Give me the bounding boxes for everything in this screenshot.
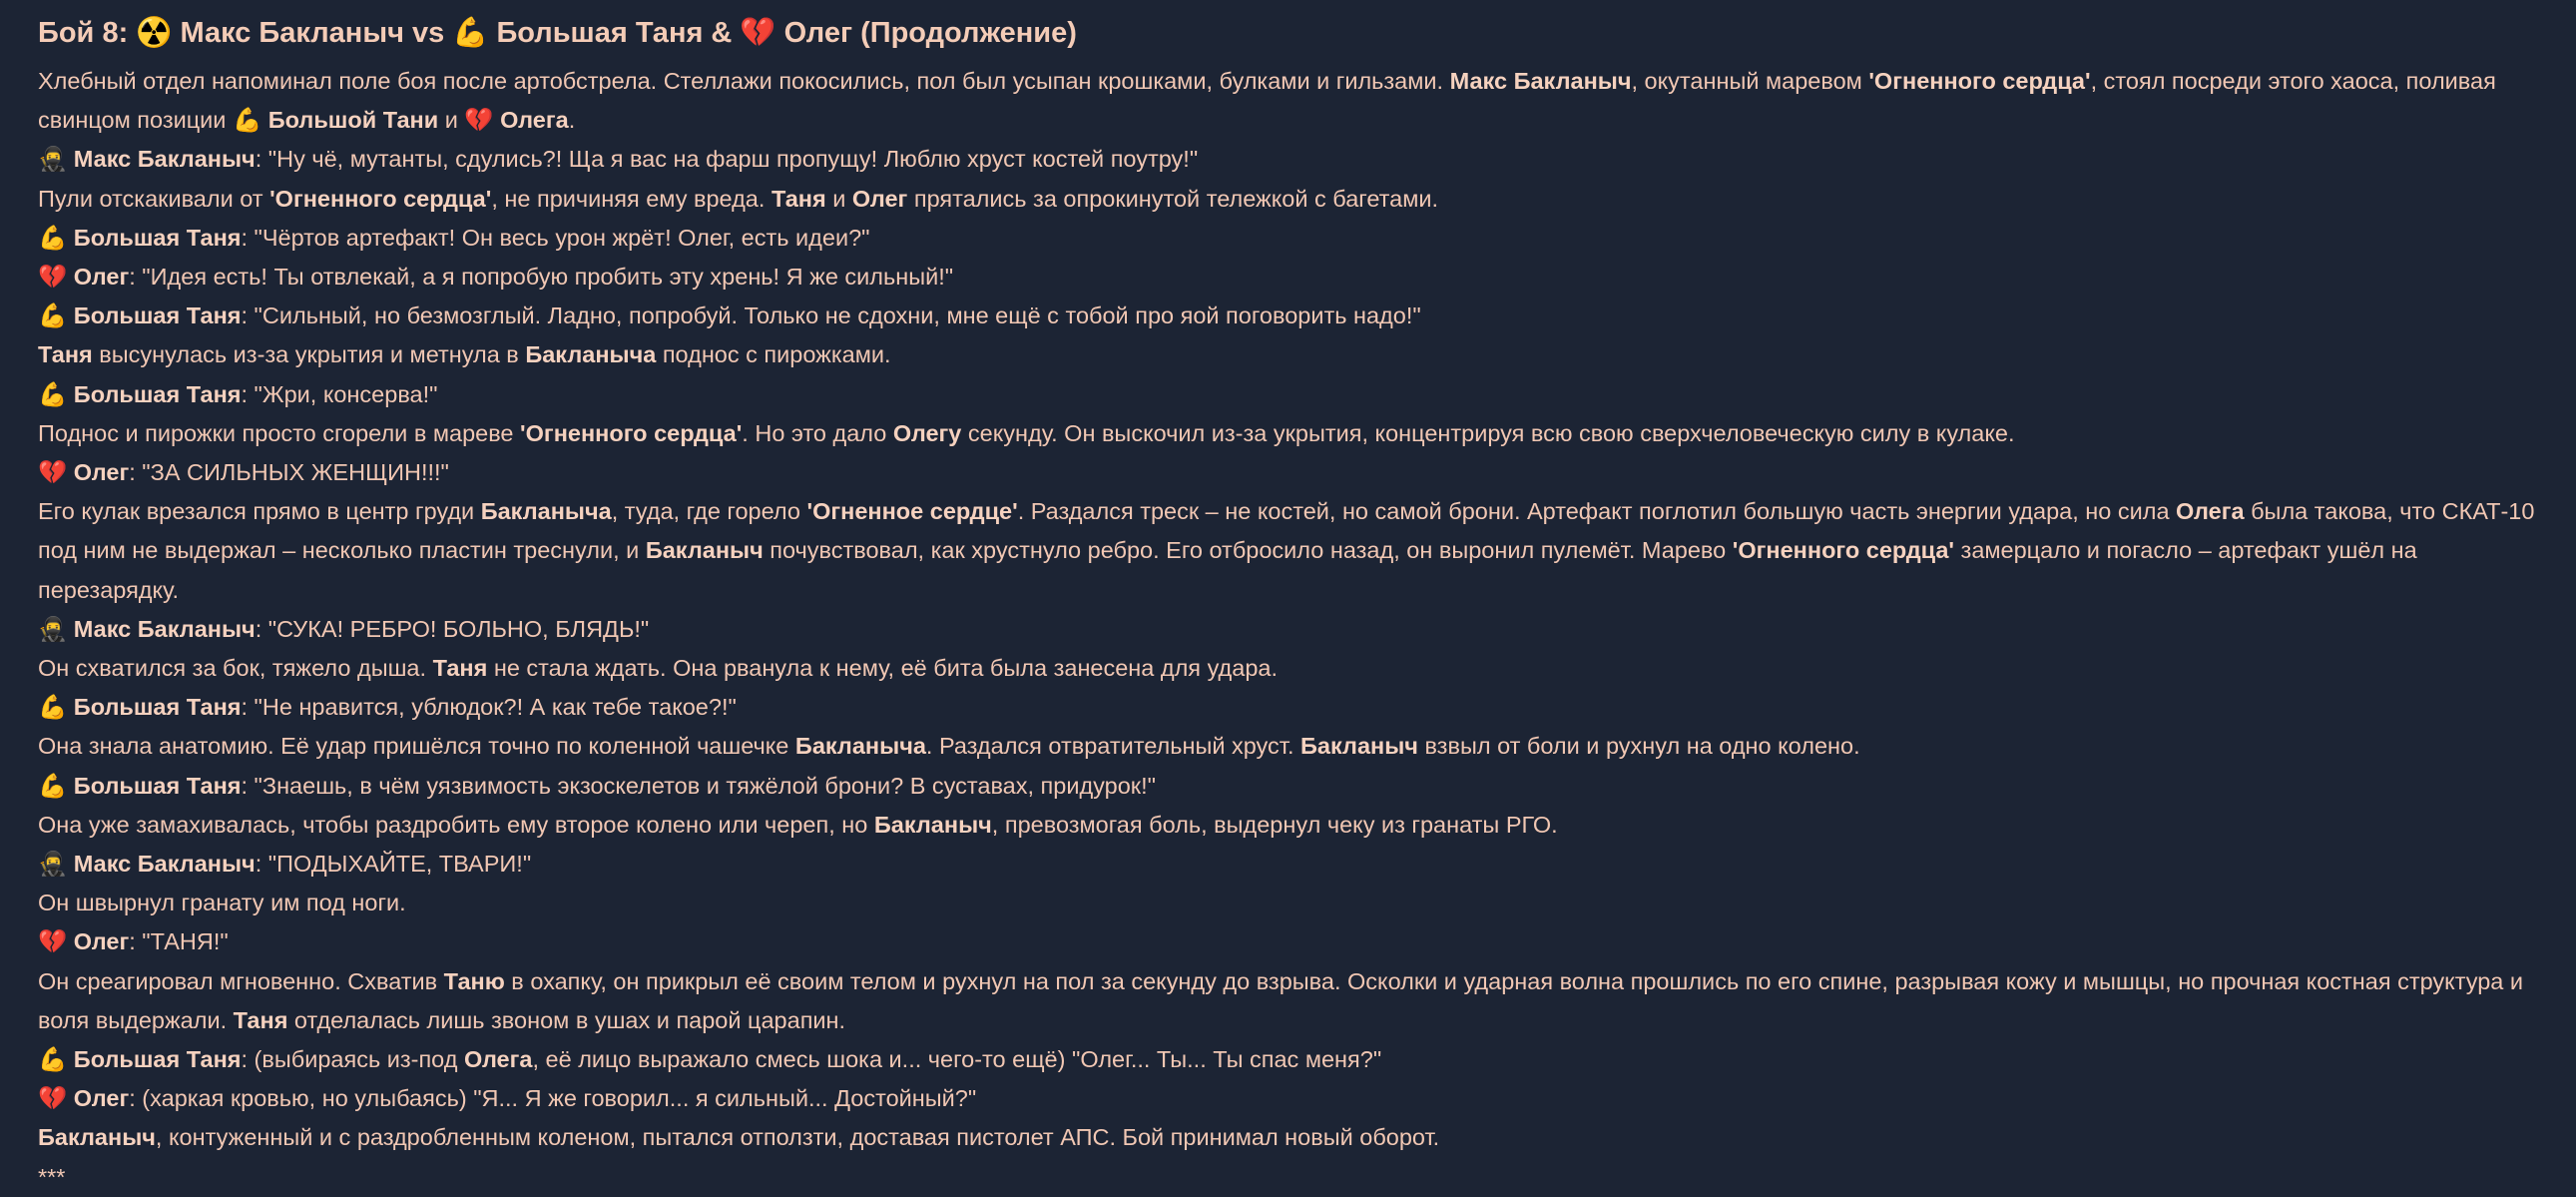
bold-run: Макс Бакланыч bbox=[73, 615, 256, 642]
text-run: была такова, что СКАТ-10 под ним не выдержал – несколько пластин треснули, и bbox=[38, 498, 2535, 564]
story-paragraph bbox=[38, 845, 2538, 884]
bold-run: 💪 Большой Тани bbox=[232, 107, 439, 134]
bold-run: Олег bbox=[73, 1085, 130, 1112]
story-paragraph bbox=[38, 884, 2538, 922]
bold-run: Таня bbox=[771, 185, 826, 212]
bold-run: 💔 Олега bbox=[464, 107, 569, 134]
text-run: 🥷 bbox=[38, 615, 74, 642]
story-paragraph bbox=[38, 375, 2538, 414]
text-run: высунулась из-за укрытия и метнула в bbox=[92, 341, 526, 368]
text-run: : (выбираясь из-под bbox=[241, 1046, 464, 1073]
text-run: 🥷 bbox=[38, 146, 74, 173]
bold-run: Бакланыч bbox=[1300, 733, 1418, 760]
story-paragraph bbox=[38, 219, 2538, 258]
story-paragraph bbox=[38, 180, 2538, 219]
text-run: Он швырнул гранату им под ноги. bbox=[38, 890, 406, 916]
text-run: Хлебный отдел напоминал поле боя после артобстрела. Стеллажи покосились, пол был усыпан крошками, булками и гильзами. bbox=[38, 68, 1450, 94]
story-paragraph bbox=[38, 610, 2538, 649]
bold-run: Олег bbox=[73, 928, 130, 955]
text-run: . Раздался отвратительный хруст. bbox=[925, 733, 1301, 760]
text-run: отделалась лишь звоном в ушах и парой царапин. bbox=[287, 1006, 846, 1033]
text-run: . Раздался треск – не костей, но самой брони. Артефакт поглотил большую часть энергии удара, но сила bbox=[1017, 498, 2177, 525]
text-run: Поднос и пирожки просто сгорели в мареве bbox=[38, 419, 521, 446]
bold-run: Бакланыч bbox=[38, 1124, 156, 1151]
story-paragraph bbox=[38, 922, 2538, 961]
text-run: : (харкая кровью, но улыбаясь) "Я... Я же говорил... я сильный... Достойный?" bbox=[129, 1085, 977, 1112]
text-run: , стоял посреди этого хаоса, поливая свинцом позиции bbox=[38, 68, 2496, 134]
text-run: , туда, где горело bbox=[611, 498, 807, 525]
text-run: в охапку, он прикрыл её своим телом и рухнул на пол за секунду до взрыва. Осколки и ударная волна прошлись по его спине, разрывая кожу и мышцы, но прочная костная структура и воля выдержали. bbox=[38, 967, 2524, 1033]
bold-run: Олег bbox=[73, 264, 130, 291]
bold-run: 'Огненного сердца' bbox=[1732, 537, 1955, 564]
bold-run: 'Огненное сердце' bbox=[806, 498, 1018, 525]
story-paragraph bbox=[38, 62, 2538, 140]
bold-run: Большая Таня bbox=[73, 224, 242, 251]
text-run: : "Не нравится, ублюдок?! А как тебе такое?!" bbox=[241, 694, 737, 721]
text-run: Она знала анатомию. Её удар пришёлся точно по коленной чашечке bbox=[38, 733, 795, 760]
story-paragraph bbox=[38, 962, 2538, 1040]
bold-run: Бакланыч bbox=[645, 537, 764, 564]
text-run: почувствовал, как хрустнуло ребро. Его отбросило назад, он выронил пулемёт. Марево bbox=[763, 537, 1733, 564]
text-run: 💪 bbox=[38, 302, 74, 329]
bold-run: Олег bbox=[851, 185, 908, 212]
story-paragraph bbox=[38, 492, 2538, 610]
text-run: , окутанный маревом bbox=[1631, 68, 1869, 94]
bold-run: Олегу bbox=[892, 419, 962, 446]
text-run: : "ТАНЯ!" bbox=[129, 928, 229, 955]
text-run: взвыл от боли и рухнул на одно колено. bbox=[1417, 733, 1860, 760]
text-run: . Но это дало bbox=[742, 419, 893, 446]
text-run: Он среагировал мгновенно. Схватив bbox=[38, 967, 444, 994]
bold-run: Таня bbox=[432, 655, 488, 682]
text-run: : "Чёртов артефакт! Он весь урон жрёт! Олег, есть идеи?" bbox=[241, 224, 870, 251]
story-paragraph bbox=[38, 258, 2538, 297]
bold-run: Бакланыча bbox=[525, 341, 657, 368]
story-paragraph bbox=[38, 688, 2538, 727]
bold-run: Большая Таня bbox=[73, 380, 242, 407]
bold-run: Таню bbox=[443, 967, 505, 994]
text-run: и bbox=[438, 107, 465, 134]
text-run: , превозмогая боль, выдернул чеку из гранаты РГО. bbox=[991, 811, 1558, 838]
text-run: . bbox=[568, 107, 576, 134]
text-run: , не причиняя ему вреда. bbox=[491, 185, 772, 212]
text-run: Его кулак врезался прямо в центр груди bbox=[38, 498, 481, 525]
bold-run: Макс Бакланыч bbox=[73, 851, 256, 878]
text-run: : "Сильный, но безмозглый. Ладно, попробуй. Только не сдохни, мне ещё с тобой про яой поговорить надо!" bbox=[241, 302, 1421, 329]
text-run: секунду. Он выскочил из-за укрытия, концентрируя всю свою сверхчеловеческую силу в кулаке. bbox=[961, 419, 2015, 446]
text-run: Она уже замахивалась, чтобы раздробить ему второе колено или череп, но bbox=[38, 811, 874, 838]
bold-run: 'Огненного сердца' bbox=[520, 419, 743, 446]
text-run: поднос с пирожками. bbox=[656, 341, 891, 368]
story-paragraph bbox=[38, 335, 2538, 374]
text-run: , контуженный и с раздробленным коленом, пытался отползти, доставая пистолет АПС. Бой принимал новый оборот. bbox=[155, 1124, 1440, 1151]
bold-run: Олег bbox=[73, 459, 130, 486]
bold-run: Макс Бакланыч bbox=[1449, 68, 1632, 94]
bold-run: Бакланыч bbox=[873, 811, 992, 838]
text-run: 💪 bbox=[38, 1046, 74, 1073]
story-paragraph bbox=[38, 767, 2538, 806]
bold-run: Бакланыча bbox=[480, 498, 612, 525]
bold-run: Олега bbox=[463, 1046, 533, 1073]
text-run: : "СУКА! РЕБРО! БОЛЬНО, БЛЯДЬ!" bbox=[255, 615, 650, 642]
story-paragraph bbox=[38, 140, 2538, 179]
bold-run: Большая Таня bbox=[73, 694, 242, 721]
text-run: замерцало и погасло – артефакт ушёл на перезарядку. bbox=[38, 537, 2417, 603]
bold-run: 'Огненного сердца' bbox=[1868, 68, 2091, 94]
text-run: , её лицо выражало смесь шока и... чего-то ещё) "Олег... Ты... Ты спас меня?" bbox=[532, 1046, 1382, 1073]
text-run: 💔 bbox=[38, 1085, 74, 1112]
story-paragraph bbox=[38, 414, 2538, 453]
text-run: 💔 bbox=[38, 928, 74, 955]
bold-run: 'Огненного сердца' bbox=[269, 185, 492, 212]
story-paragraph bbox=[38, 806, 2538, 845]
section-separator: *** bbox=[38, 1163, 66, 1190]
text-run: не стала ждать. Она рванула к нему, её бита была занесена для удара. bbox=[487, 655, 1278, 682]
text-run: 💪 bbox=[38, 772, 74, 799]
text-run: и bbox=[825, 185, 852, 212]
bold-run: Большая Таня bbox=[73, 302, 242, 329]
bold-run: Бакланыча bbox=[794, 733, 926, 760]
text-run: : "Знаешь, в чём уязвимость экзоскелетов и тяжёлой брони? В суставах, придурок!" bbox=[241, 772, 1156, 799]
story-paragraph bbox=[38, 1040, 2538, 1079]
text-run: 🥷 bbox=[38, 851, 74, 878]
story-paragraph bbox=[38, 453, 2538, 492]
text-run: : "Жри, консерва!" bbox=[241, 380, 438, 407]
text-run: Пули отскакивали от bbox=[38, 185, 270, 212]
text-run: : "Идея есть! Ты отвлекай, а я попробую пробить эту хрень! Я же сильный!" bbox=[129, 264, 954, 291]
page-title: Бой 8: ☢️ Макс Бакланыч vs 💪 Большая Таня & 💔 Олег (Продолжение) bbox=[38, 17, 1077, 49]
text-run: 💪 bbox=[38, 380, 74, 407]
story-paragraph bbox=[38, 297, 2538, 335]
bold-run: Макс Бакланыч bbox=[73, 146, 256, 173]
text-run: : "ЗА СИЛЬНЫХ ЖЕНЩИН!!!" bbox=[129, 459, 449, 486]
bold-run: Большая Таня bbox=[73, 1046, 242, 1073]
story-paragraph bbox=[38, 727, 2538, 766]
bold-run: Олега bbox=[2176, 498, 2245, 525]
bold-run: Таня bbox=[233, 1006, 288, 1033]
story-paragraph bbox=[38, 1118, 2538, 1157]
story-paragraph bbox=[38, 649, 2538, 688]
bold-run: Таня bbox=[38, 341, 93, 368]
text-run: 💔 bbox=[38, 459, 74, 486]
bold-run: Большая Таня bbox=[73, 772, 242, 799]
story-body bbox=[38, 62, 2538, 1158]
text-run: 💪 bbox=[38, 694, 74, 721]
text-run: 💔 bbox=[38, 264, 74, 291]
text-run: : "ПОДЫХАЙТЕ, ТВАРИ!" bbox=[255, 851, 532, 878]
text-run: прятались за опрокинутой тележкой с багетами. bbox=[907, 185, 1439, 212]
story-paragraph bbox=[38, 1079, 2538, 1118]
text-run: Он схватился за бок, тяжело дыша. bbox=[38, 655, 433, 682]
text-run: 💪 bbox=[38, 224, 74, 251]
text-run: : "Ну чё, мутанты, сдулись?! Ща я вас на фарш пропущу! Люблю хруст костей поутру!" bbox=[255, 146, 1199, 173]
